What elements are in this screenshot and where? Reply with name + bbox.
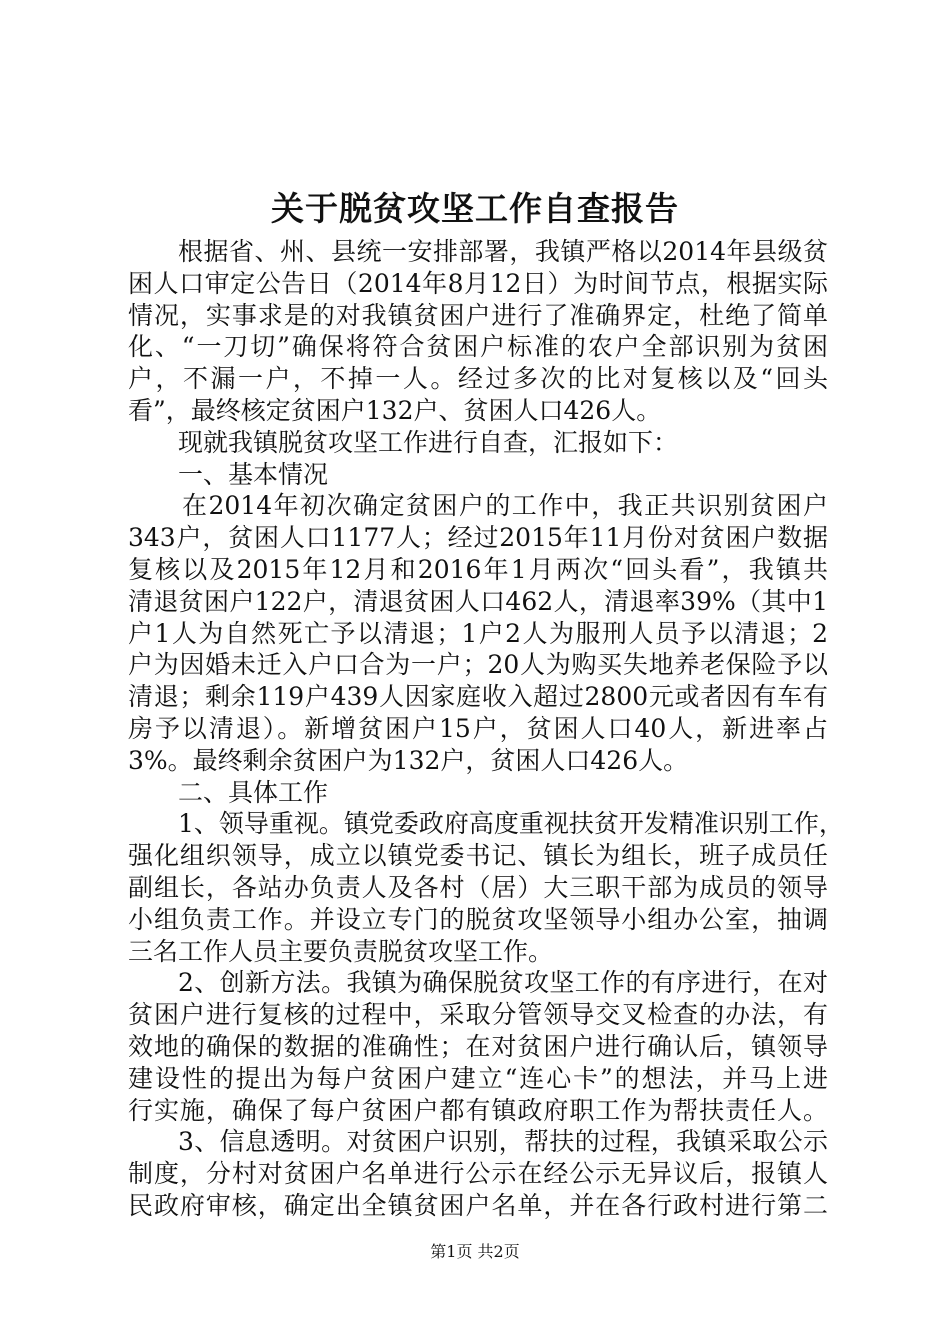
text-line: 行实施，确保了每户贫困户都有镇政府职工作为帮扶责任人。 <box>128 1095 828 1125</box>
text-line: 清退贫困户122户，清退贫困人口462人，清退率39%（其中1 <box>128 586 828 616</box>
document-body <box>128 236 844 1222</box>
text-line: 现就我镇脱贫攻坚工作进行自查，汇报如下： <box>178 427 679 457</box>
text-line: 户1人为自然死亡予以清退；1户2人为服刑人员予以清退；2 <box>128 618 828 648</box>
text-line: 343户，贫困人口1177人；经过2015年11月份对贫困户数据 <box>128 523 828 553</box>
text-line: 强化组织领导，成立以镇党委书记、镇长为组长，班子成员任 <box>128 841 828 871</box>
text-line: 2、创新方法。我镇为确保脱贫攻坚工作的有序进行，在对 <box>178 968 828 998</box>
text-line: 根据省、州、县统一安排部署，我镇严格以2014年县级贫 <box>178 237 828 266</box>
text-line: 看”，最终核定贫困户132户、贫困人口426人。 <box>128 395 662 425</box>
text-line: 化、“一刀切”确保将符合贫困户标准的农户全部识别为贫困 <box>128 332 828 362</box>
text-line: 二、具体工作 <box>178 777 329 807</box>
text-line: 副组长，各站办负责人及各村（居）大三职干部为成员的领导 <box>128 872 828 902</box>
text-line: 清退；剩余119户439人因家庭收入超过2800元或者因有车有 <box>128 682 828 712</box>
text-line: 效地的确保的数据的准确性；在对贫困户进行确认后，镇领导 <box>128 1031 828 1061</box>
text-line: 在2014年初次确定贫困户的工作中，我正共识别贫困户 <box>182 491 828 521</box>
text-line: 3、信息透明。对贫困户识别，帮扶的过程，我镇采取公示 <box>178 1127 828 1157</box>
text-line: 户为因婚未迁入户口合为一户；20人为购买失地养老保险予以 <box>128 650 828 680</box>
text-line: 小组负责工作。并设立专门的脱贫攻坚领导小组办公室，抽调 <box>128 904 828 934</box>
text-line: 3%。最终剩余贫困户为132户，贫困人口426人。 <box>128 745 689 775</box>
text-line: 建设性的提出为每户贫困户建立“连心卡”的想法，并马上进 <box>128 1063 828 1093</box>
text-line: 民政府审核，确定出全镇贫困户名单，并在各行政村进行第二 <box>128 1190 828 1220</box>
text-line: 贫困户进行复核的过程中，采取分管领导交叉检查的办法，有 <box>128 1000 828 1030</box>
text-line: 情况，实事求是的对我镇贫困户进行了准确界定，杜绝了简单 <box>128 300 828 330</box>
text-line: 三名工作人员主要负责脱贫攻坚工作。 <box>128 936 554 966</box>
text-line: 户，不漏一户，不掉一人。经过多次的比对复核以及“回头 <box>128 364 828 394</box>
document-title: 关于脱贫攻坚工作自查报告 <box>271 189 679 228</box>
page-footer: 第1页 共2页 <box>430 1242 520 1261</box>
text-line: 复核以及2015年12月和2016年1月两次“回头看”，我镇共 <box>128 554 828 584</box>
text-line: 房予以清退）。新增贫困户15户，贫困人口40人，新进率占 <box>128 713 828 743</box>
text-line: 1、领导重视。镇党委政府高度重视扶贫开发精准识别工作， <box>178 809 844 839</box>
text-line: 制度，分村对贫困户名单进行公示在经公示无异议后，报镇人 <box>128 1159 828 1189</box>
text-line: 一、基本情况 <box>178 459 329 489</box>
text-line: 困人口审定公告日（2014年8月12日）为时间节点，根据实际 <box>128 268 828 298</box>
